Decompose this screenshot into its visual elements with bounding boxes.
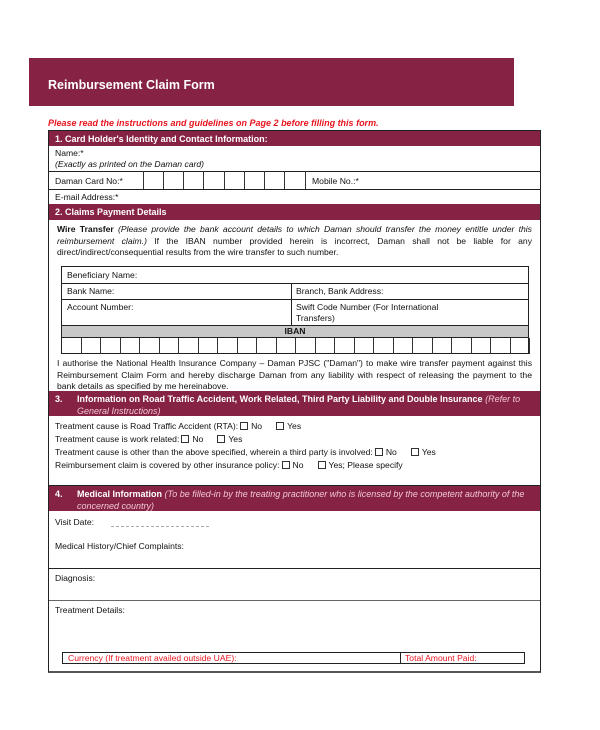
question-row	[55, 460, 436, 473]
claim-form	[48, 130, 541, 673]
yes-label: Yes	[287, 421, 302, 431]
iban-cell[interactable]	[316, 338, 336, 354]
form-title: Reimbursement Claim Form	[48, 78, 215, 92]
card-number-input[interactable]	[143, 171, 306, 189]
iban-cell[interactable]	[433, 338, 453, 354]
wire-transfer-text: Wire Transfer (Please provide the bank account details to which Daman should transfer the money entitle under this reimbursement claim.) If the IBAN number provided herein is incorrect, Daman shall not be liable for any direct/indirect/consequential results from the wire transfer to such number.	[57, 224, 532, 257]
yes-checkbox[interactable]	[276, 422, 284, 430]
iban-cell[interactable]	[62, 338, 82, 354]
no-checkbox[interactable]	[181, 435, 189, 443]
iban-cell[interactable]	[121, 338, 141, 354]
no-label: No	[192, 434, 204, 444]
currency-label: Currency (If treatment availed outside UAE):	[68, 653, 237, 663]
question-text: Reimbursement claim is covered by other insurance policy:	[55, 460, 280, 470]
visit-date-label: Visit Date:	[55, 517, 95, 527]
authorisation-text: I authorise the National Health Insurance Company – Daman PJSC ("Daman") to make wire transfer payment against this Reimbursement Claim Form and hereby discharge Daman from any liability with respect of releasing the payment to the bank details as specified by me hereinabove.	[57, 358, 532, 391]
question-text: Treatment cause is other than the above specified, wherein a third party is involved:	[55, 447, 373, 457]
medical-history-label: Medical History/Chief Complaints:	[55, 541, 184, 551]
yes-checkbox[interactable]	[217, 435, 225, 443]
no-checkbox[interactable]	[240, 422, 248, 430]
no-checkbox[interactable]	[282, 461, 290, 469]
question-row	[55, 447, 436, 460]
title-banner	[29, 58, 514, 106]
yes-checkbox[interactable]	[411, 448, 419, 456]
no-label: No	[251, 421, 263, 431]
question-row	[55, 434, 436, 447]
yes-checkbox[interactable]	[318, 461, 326, 469]
visit-date-input[interactable]	[111, 526, 209, 527]
payment-table	[62, 652, 525, 664]
iban-cell[interactable]	[179, 338, 199, 354]
section-3-header: 3. Information on Road Traffic Accident, Work Related, Third Party Liability and Double Insurance (Refer to General Instructions)	[49, 391, 540, 416]
iban-cell[interactable]	[257, 338, 277, 354]
section-4-header: 4. Medical Information (To be filled-in by the treating practitioner who is licensed by the competent authority of the concerned country)	[49, 485, 540, 511]
iban-cell[interactable]	[140, 338, 160, 354]
name-label: Name:*	[55, 148, 84, 158]
instruction-notice: Please read the instructions and guidelines on Page 2 before filling this form.	[48, 118, 379, 128]
no-label: No	[385, 447, 397, 457]
iban-cell[interactable]	[277, 338, 297, 354]
iban-cell[interactable]	[82, 338, 102, 354]
iban-cell[interactable]	[374, 338, 394, 354]
iban-header: IBAN	[62, 325, 528, 338]
bank-name-label: Bank Name:	[67, 286, 115, 296]
name-hint: (Exactly as printed on the Daman card)	[55, 159, 205, 169]
yes-label: Yes	[421, 447, 436, 457]
mobile-label: Mobile No.:*	[312, 176, 359, 186]
no-label: No	[292, 460, 304, 470]
question-row	[55, 421, 436, 434]
iban-cell[interactable]	[199, 338, 219, 354]
question-text: Treatment cause is work related:	[55, 434, 180, 444]
email-label: E-mail Address:*	[55, 192, 119, 202]
account-number-label: Account Number:	[67, 302, 134, 312]
section-2-header: 2. Claims Payment Details	[49, 204, 540, 220]
treatment-details-label: Treatment Details:	[55, 605, 125, 615]
iban-cell[interactable]	[335, 338, 355, 354]
branch-label: Branch, Bank Address:	[296, 286, 384, 296]
diagnosis-label: Diagnosis:	[55, 573, 96, 583]
total-amount-label: Total Amount Paid:	[405, 653, 477, 663]
iban-cell[interactable]	[452, 338, 472, 354]
question-text: Treatment cause is Road Traffic Accident (RTA):	[55, 421, 239, 431]
bank-details-table	[61, 266, 529, 354]
section-1-header: 1. Card Holder's Identity and Contact Information:	[49, 131, 540, 146]
iban-cell[interactable]	[296, 338, 316, 354]
iban-cell[interactable]	[511, 338, 531, 354]
iban-cell[interactable]	[218, 338, 238, 354]
beneficiary-label: Beneficiary Name:	[67, 270, 138, 280]
swift-label: Swift Code Number (For International Transfers)	[296, 302, 439, 323]
iban-cell[interactable]	[160, 338, 180, 354]
iban-cell[interactable]	[238, 338, 258, 354]
no-checkbox[interactable]	[375, 448, 383, 456]
iban-input[interactable]	[62, 338, 530, 354]
iban-cell[interactable]	[394, 338, 414, 354]
iban-cell[interactable]	[413, 338, 433, 354]
iban-cell[interactable]	[101, 338, 121, 354]
iban-cell[interactable]	[491, 338, 511, 354]
yes-label: Yes	[228, 434, 243, 444]
card-number-label: Daman Card No:*	[55, 176, 123, 186]
yes-label: Yes; Please specify	[328, 460, 403, 470]
iban-cell[interactable]	[355, 338, 375, 354]
iban-cell[interactable]	[472, 338, 492, 354]
